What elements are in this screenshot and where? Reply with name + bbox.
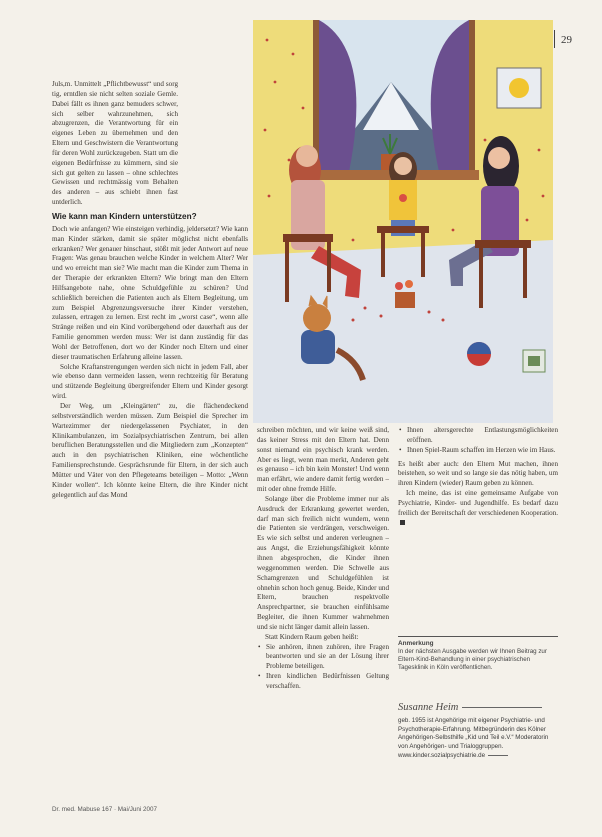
child-drawing bbox=[253, 20, 553, 423]
paragraph-text: Ich meine, das ist eine gemeinsame Aufgabe von Psychiatrie, Kinder- und Jugendhilfe. Es bedarf dazu freilich der Bereitschaft der verschiedenen Kooperation. bbox=[398, 489, 558, 517]
author-bio bbox=[398, 717, 558, 761]
list-item: • Ihnen altersgerechte Entlastungsmöglichkeiten eröffnen. bbox=[398, 426, 558, 446]
list-item: • Ihnen Spiel-Raum schaffen im Herzen wie im Haus. bbox=[398, 446, 558, 456]
footnote-title: Anmerkung bbox=[398, 640, 434, 647]
list-item: • Sie anhören, ihnen zuhören, ihre Fragen beantworten und sie an der Lösung ihrer Probleme beteiligen. bbox=[257, 643, 389, 673]
paragraph: Doch wie anfangen? Wie einsteigen verhindig, jeldersetzt? Wie kann man Kinder stärken, damit sie später möglichst nicht ebenfalls erkranken? Wer genauer hinschaut, stößt mit jeder Antwort auf neue Fragen: Was genau brauchen welche Kinder in welchem Alter? Wer und wo erreicht man sie? Wie macht man die Kinder zum Thema in der Therapie der erkrankten Eltern? Wie bringt man den Eltern Hilfsangebote nahe, ohne Schuldgefühle zu schüren? Und schließlich bereichen die Patienten auch als Eltern Begleitung, um zum Beispiel Abgrenzungsversuche ihrer Kinder verstehen, zulassen, ertragen zu lernen. Erst recht im „worst case“, wenn alle Stränge reißen und ein Kind vorübergehend oder dauerhaft aus der Familie genommen werden muss: Wer ist dann zuständig für das Wohl der Betroffenen, dort wo der Kinder noch Eltern und einer dieser traumatischen Erfahrung alleine lassen. bbox=[52, 224, 248, 361]
author-box bbox=[398, 702, 558, 761]
footnote-box bbox=[398, 636, 558, 672]
section-heading: Wie kann man Kindern unterstützen? bbox=[52, 211, 197, 221]
intro-paragraph: Juls,m. Unmittelt „Pflichtbewusst“ und sorg tig, erntdlen sie nicht selten soziale Gemle. Dabei fällt es ihnen ganz bemuders schwer, sich selber wahrzunehmen, sich abzugrenzen, die Verantwortung für ein eigenes Leben zu übernehmen und den Eltern und Geschwistern die Verantwortung für deren Wohl zurückzugeben. Statt um die eigenen Bedürfnisse zu kümmern, sind sie sich gut gelten zu lassen – ohne schlechtes Gewissen und rechtmässig vom Behalten des anderen – aus schiebt ihnen fast untderlich. bbox=[52, 80, 178, 207]
list-item: • Ihren kindlichen Bedürfnissen Geltung verschaffen. bbox=[257, 672, 389, 692]
column-3 bbox=[398, 426, 558, 631]
author-bio-text: geb. 1955 ist Angehörige mit eigener Psychiatrie- und Psychotherapie-Erfahrung. Mitbegründerin des Kölner Angehörigen-Selbsthilfe „Kid und Teil e.V.“ Moderatorin von Angehörigen- und Trialoggruppen. www.kinder.sozialpsychiatrie.de bbox=[398, 717, 549, 759]
bullet-list bbox=[257, 643, 389, 692]
divider bbox=[488, 755, 508, 756]
end-of-article-mark bbox=[400, 520, 405, 525]
paragraph: schreiben möchten, und wir keine weiß sind, das keiner Stress mit den Eltern hat. Denn sonst niemand ein psychisch krank werden. Aber es liegt, wenn man merkt, Anderen geht es genauso – ich bin kein Monster! Und wenn man erfährt, wie andere damit fertig werden – mit oder ohne fremde Hilfe. bbox=[257, 426, 389, 494]
paragraph: Solange über die Probleme immer nur als Ausdruck der Erkrankung gewertet werden, darf man sich freilich nicht wundern, wenn die Patienten sie verdrängen, verschweigen. Es wie sich selbst und anderen verleugnen – aus Angst, die Erziehungsfähigkeit könnte ihnen abgesprochen, die Kinder ihnen weggenommen werden. Die Schwelle aus Schamgrenzen und Schuldgefühlen ist ohnehin schon hoch genug. Beide, Kinder und Eltern, brauchen respektvolle Ansprechpartner, sie brauchen einfühlsame Begleiter, die ihnen Kummer wahrnehmen und sie nicht länger damit allein lassen. bbox=[257, 494, 389, 631]
column-2 bbox=[257, 426, 389, 806]
page-footer: Dr. med. Mabuse 167 · Mai/Juni 2007 bbox=[52, 806, 158, 813]
illustration-therapy-scene bbox=[253, 20, 553, 423]
column-1 bbox=[52, 80, 248, 800]
footnote-text: In der nächsten Ausgabe werden wir Ihnen Beitrag zur Eltern-Kind-Behandlung in einer psychiatrischen Tagesklinik in Köln veröffentlichen. bbox=[398, 648, 547, 671]
divider bbox=[398, 636, 558, 637]
bullet-list bbox=[398, 426, 558, 456]
paragraph: Statt Kindern Raum geben heißt: bbox=[265, 632, 359, 641]
page-number-rule bbox=[554, 30, 555, 48]
page-number: 29 bbox=[561, 34, 572, 46]
paragraph: Es heißt aber auch: den Eltern Mut machen, ihnen beistehen, so weit und so lange sie das nötig haben, um ihren Kindern (wieder) Raum geben zu können. bbox=[398, 459, 558, 488]
paragraph: Der Weg, um „Kleingärten“ zu, die flächendeckend selbstverständlich werden müssen. Zum Beispiel die Sprecher im Wartezimmer der niedergelassenen Psychiater, in den Klinikambulanzen, im Sozialpsychiatrischen Zentrum, bei allen beruflichen Beratungsstellen und die Mitgliedern zum „Konzepten“ auch in den psychiatrischen Kliniken, eine wöchentliche Familiensprechstunde. Gesprächsrunde für Eltern, in der sich auch Mütter und Väter von den Pflegeteams beteiligen – Motto: „Wenn Kinder wollen“. Ich könnte keine Eltern, die ihre Kinder nicht gelegentlich auf das Mond bbox=[52, 402, 248, 499]
paragraph bbox=[398, 489, 558, 528]
paragraph: Solche Kraftanstrengungen werden sich nicht in jedem Fall, aber wie ebenso dann vermeiden lassen, wenn rechtzeitig für Beratung und stützende Begleitung übergreifender Eltern und Kinder gesorgt wird. bbox=[52, 362, 248, 401]
author-name: Susanne Heim bbox=[398, 702, 558, 713]
